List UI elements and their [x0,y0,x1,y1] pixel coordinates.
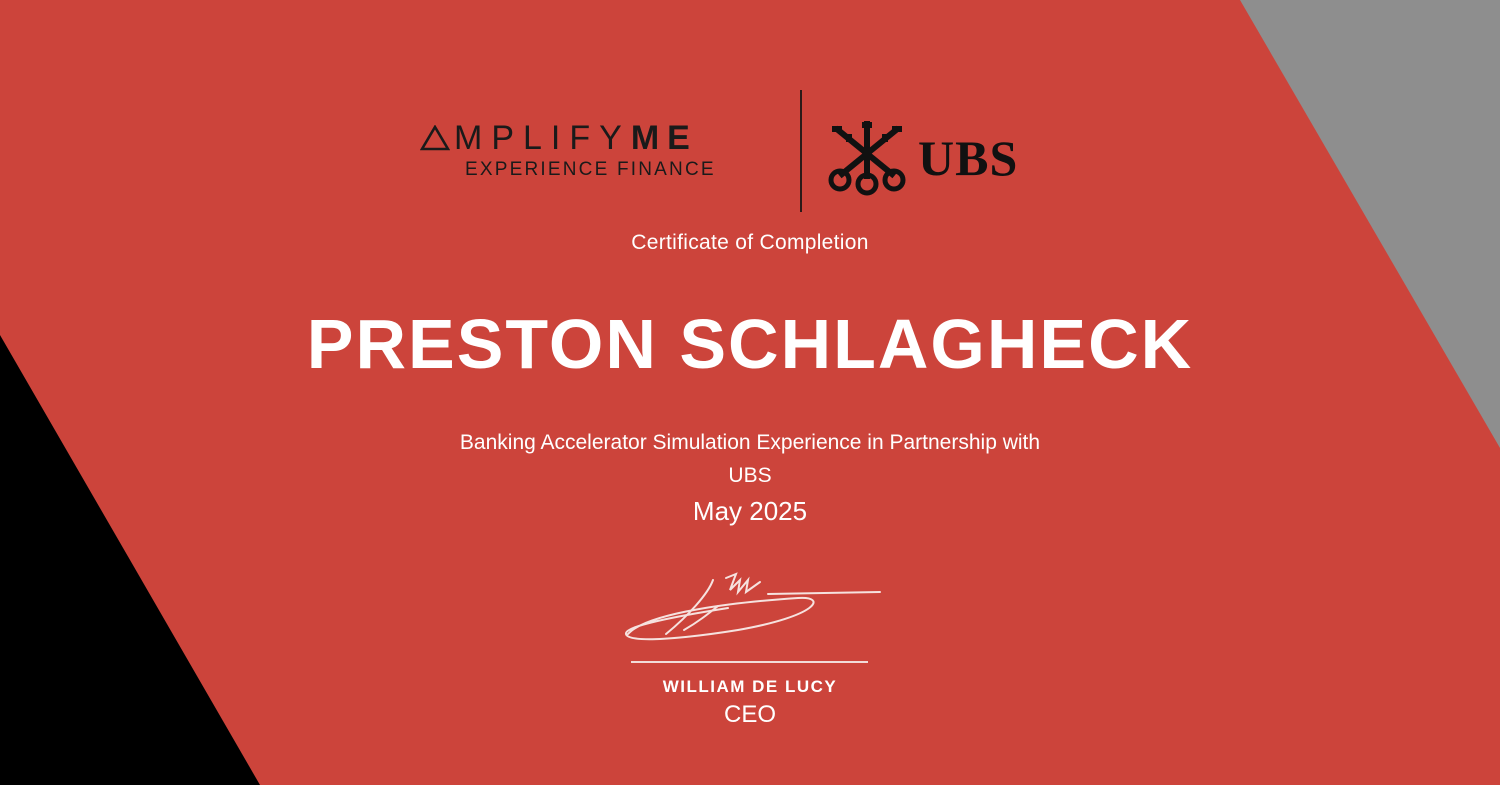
signature-line [631,661,868,663]
logo-divider [800,90,802,212]
amplifyme-wordmark-light: MPLIFY [454,119,631,157]
amplifyme-wordmark-bold: ME [630,119,698,157]
ubs-logo [826,120,1018,196]
program-line-1: Banking Accelerator Simulation Experience in Partnership with [459,431,1041,454]
signatory-name: WILLIAM DE LUCY [662,677,838,696]
signature [618,572,882,648]
ubs-wordmark: UBS [918,130,1019,186]
program-line-2: UBS [728,464,772,487]
amplifyme-wordmark [420,118,780,158]
logo-header [0,90,1500,212]
signatory-role: CEO [723,701,776,728]
completion-date: May 2025 [692,496,808,526]
program-description [390,426,1110,492]
certificate-title: Certificate of Completion [631,231,869,254]
amplifyme-tagline: EXPERIENCE FINANCE [465,159,716,180]
recipient-name: PRESTON SCHLAGHECK [306,305,1194,383]
triangle-icon [420,125,450,151]
amplifyme-logo [420,118,780,182]
crossed-keys-icon [826,120,908,196]
